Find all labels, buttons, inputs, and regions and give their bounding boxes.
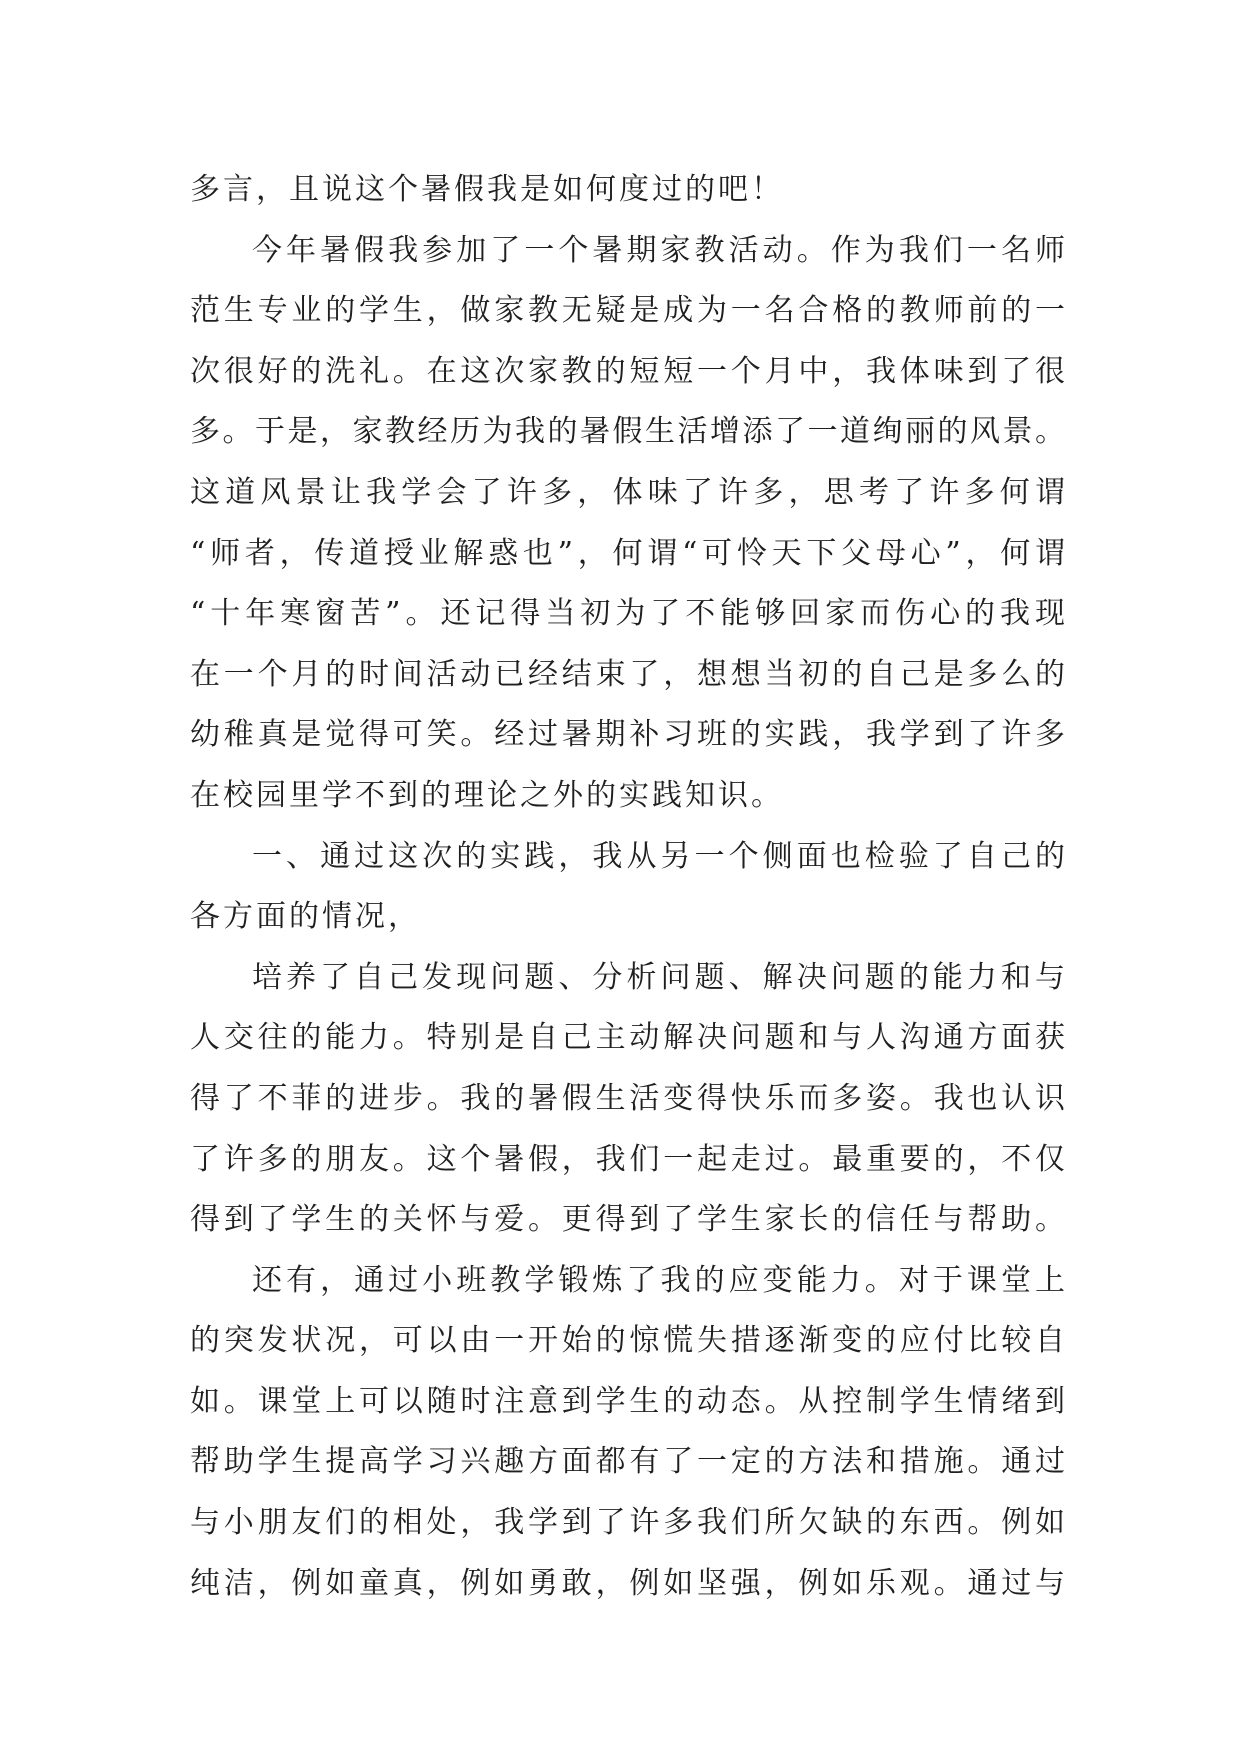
text-line: 了许多的朋友。这个暑假，我们一起走过。最重要的，不仅 [190,1141,1065,1177]
text-line: 多。于是，家教经历为我的暑假生活增添了一道绚丽的风景。 [190,414,1065,450]
text-line: 人交往的能力。特别是自己主动解决问题和与人沟通方面获 [190,1020,1065,1056]
text-line: 一、通过这次的实践，我从另一个侧面也检验了自己的 [252,838,1065,874]
text-line: 幼稚真是觉得可笑。经过暑期补习班的实践，我学到了许多 [190,717,1065,753]
text-line: 各方面的情况， [190,899,421,935]
text-line: 帮助学生提高学习兴趣方面都有了一定的方法和措施。通过 [190,1444,1065,1480]
text-line: 还有，通过小班教学锻炼了我的应变能力。对于课堂上 [252,1262,1065,1298]
text-line: 在一个月的时间活动已经结束了，想想当初的自己是多么的 [190,656,1065,692]
text-line: 的突发状况，可以由一开始的惊慌失措逐渐变的应付比较自 [190,1323,1065,1359]
text-line: 今年暑假我参加了一个暑期家教活动。作为我们一名师 [252,232,1065,268]
document-body [190,160,1065,1614]
text-line: 范生专业的学生，做家教无疑是成为一名合格的教师前的一 [190,293,1065,329]
text-line: “师者，传道授业解惑也”，何谓“可怜天下父母心”，何谓 [190,535,1065,571]
text-line: 如。课堂上可以随时注意到学生的动态。从控制学生情绪到 [190,1383,1065,1419]
text-line: 培养了自己发现问题、分析问题、解决问题的能力和与 [252,959,1065,995]
text-line: 在校园里学不到的理论之外的实践知识。 [190,777,784,813]
text-line: “十年寒窗苦”。还记得当初为了不能够回家而伤心的我现 [190,596,1065,632]
text-line: 这道风景让我学会了许多，体味了许多，思考了许多何谓 [190,474,1065,510]
text-line: 次很好的洗礼。在这次家教的短短一个月中，我体味到了很 [190,353,1065,389]
text-line: 得到了学生的关怀与爱。更得到了学生家长的信任与帮助。 [190,1202,1065,1238]
text-line: 与小朋友们的相处，我学到了许多我们所欠缺的东西。例如 [190,1505,1065,1541]
text-line: 多言，且说这个暑假我是如何度过的吧！ [190,172,784,207]
text-line: 得了不菲的进步。我的暑假生活变得快乐而多姿。我也认识 [190,1080,1065,1116]
text-line: 纯洁，例如童真，例如勇敢，例如坚强，例如乐观。通过与 [190,1565,1065,1601]
